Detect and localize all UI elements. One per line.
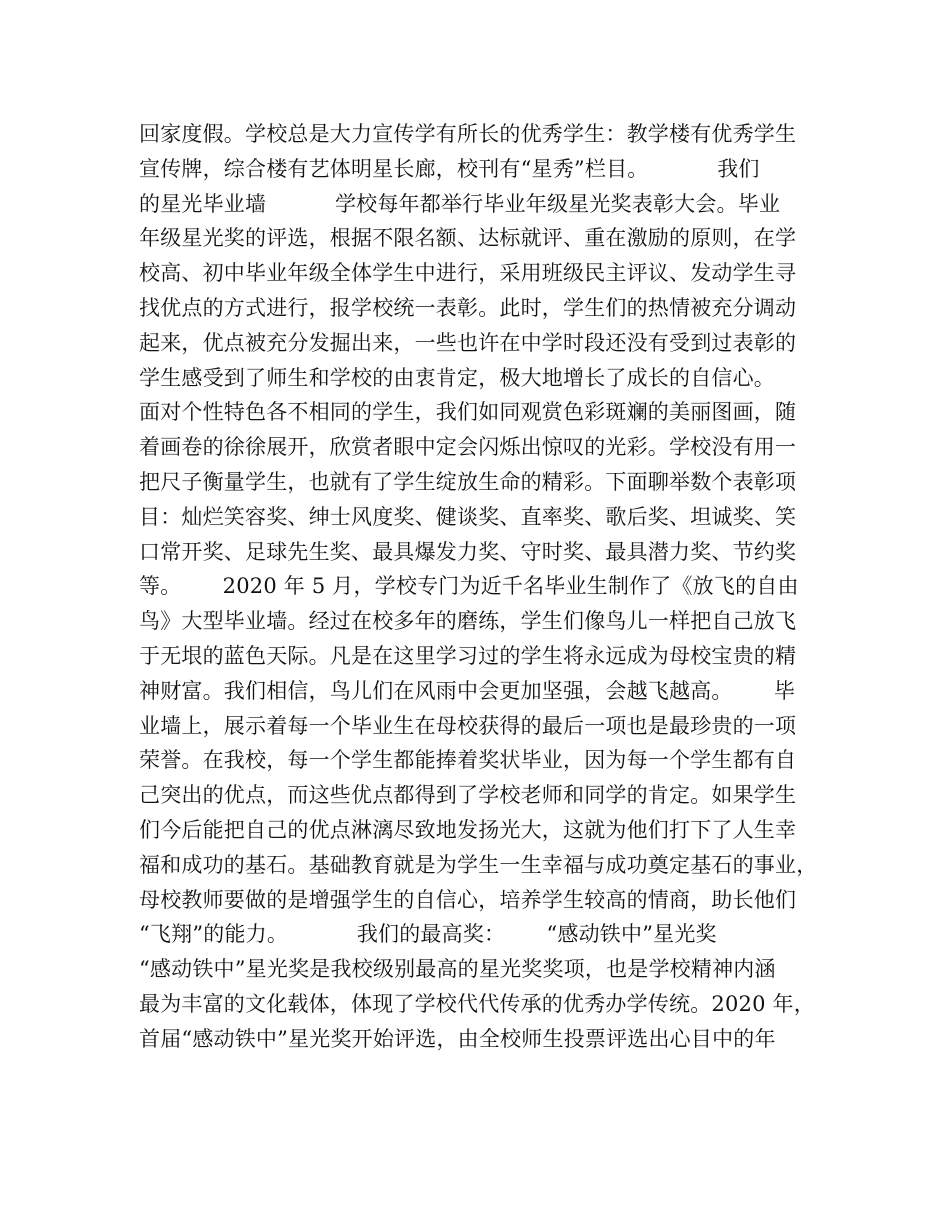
text-line: 鸟》大型毕业墙。经过在校多年的磨练，学生们像鸟儿一样把自己放飞 [139, 609, 797, 634]
text-line: 己突出的优点，而这些优点都得到了学校老师和同学的肯定。如果学生 [139, 783, 797, 808]
text-line: 找优点的方式进行，报学校统一表彰。此时，学生们的热情被充分调动 [139, 295, 797, 320]
text-line: 福和成功的基石。基础教育就是为学生一生幸福与成功奠定基石的事业， [139, 852, 818, 877]
text-line: 母校教师要做的是增强学生的自信心，培养学生较高的情商，助长他们 [139, 887, 797, 912]
text-line: 的星光毕业墙 学校每年都举行毕业年级星光奖表彰大会。毕业 [139, 191, 781, 216]
text-line: 口常开奖、足球先生奖、最具爆发力奖、守时奖、最具潜力奖、节约奖 [139, 539, 797, 564]
text-line: 于无垠的蓝色天际。凡是在这里学习过的学生将永远成为母校宝贵的精 [139, 643, 797, 668]
text-line: 业墙上，展示着每一个毕业生在母校获得的最后一项也是最珍贵的一项 [139, 713, 797, 738]
text-line: “感动铁中”星光奖是我校级别最高的星光奖奖项，也是学校精神内涵 [139, 957, 776, 982]
text-line: 校高、初中毕业年级全体学生中进行，采用班级民主评议、发动学生寻 [139, 261, 797, 286]
text-line: 学生感受到了师生和学校的由衷肯定，极大地增长了成长的自信心。 [139, 365, 775, 390]
text-line: 等。 2020 年 5 月，学校专门为近千名毕业生制作了《放飞的自由 [139, 574, 799, 599]
text-line: 宣传牌，综合楼有艺体明星长廊，校刊有“星秀”栏目。 我们 [139, 156, 760, 181]
text-line: 起来，优点被充分发掘出来，一些也许在中学时段还没有受到过表彰的 [139, 330, 797, 355]
text-line: 回家度假。学校总是大力宣传学有所长的优秀学生：教学楼有优秀学生 [139, 122, 797, 146]
text-line: 们今后能把自己的优点淋漓尽致地发扬光大，这就为他们打下了人生幸 [139, 817, 797, 842]
text-line: 把尺子衡量学生，也就有了学生绽放生命的精彩。下面聊举数个表彰项 [139, 469, 797, 494]
text-line: “飞翔”的能力。 我们的最高奖： “感动铁中”星光奖 [139, 922, 717, 947]
text-line: 荣誉。在我校，每一个学生都能捧着奖状毕业，因为每一个学生都有自 [139, 748, 797, 773]
body-text [139, 117, 829, 1057]
text-line: 目：灿烂笑容奖、绅士风度奖、健谈奖、直率奖、歌后奖、坦诚奖、笑 [139, 504, 797, 529]
text-line: 着画卷的徐徐展开，欣赏者眼中定会闪烁出惊叹的光彩。学校没有用一 [139, 435, 797, 460]
text-line: 面对个性特色各不相同的学生，我们如同观赏色彩斑斓的美丽图画，随 [139, 400, 797, 425]
text-line: 年级星光奖的评选，根据不限名额、达标就评、重在激励的原则，在学 [139, 226, 797, 251]
text-line: 神财富。我们相信，鸟儿们在风雨中会更加坚强，会越飞越高。 毕 [139, 678, 796, 703]
text-line: 首届“感动铁中”星光奖开始评选，由全校师生投票评选出心目中的年 [139, 1026, 776, 1051]
text-line: 最为丰富的文化载体，体现了学校代代传承的优秀办学传统。2020 年， [139, 991, 815, 1016]
